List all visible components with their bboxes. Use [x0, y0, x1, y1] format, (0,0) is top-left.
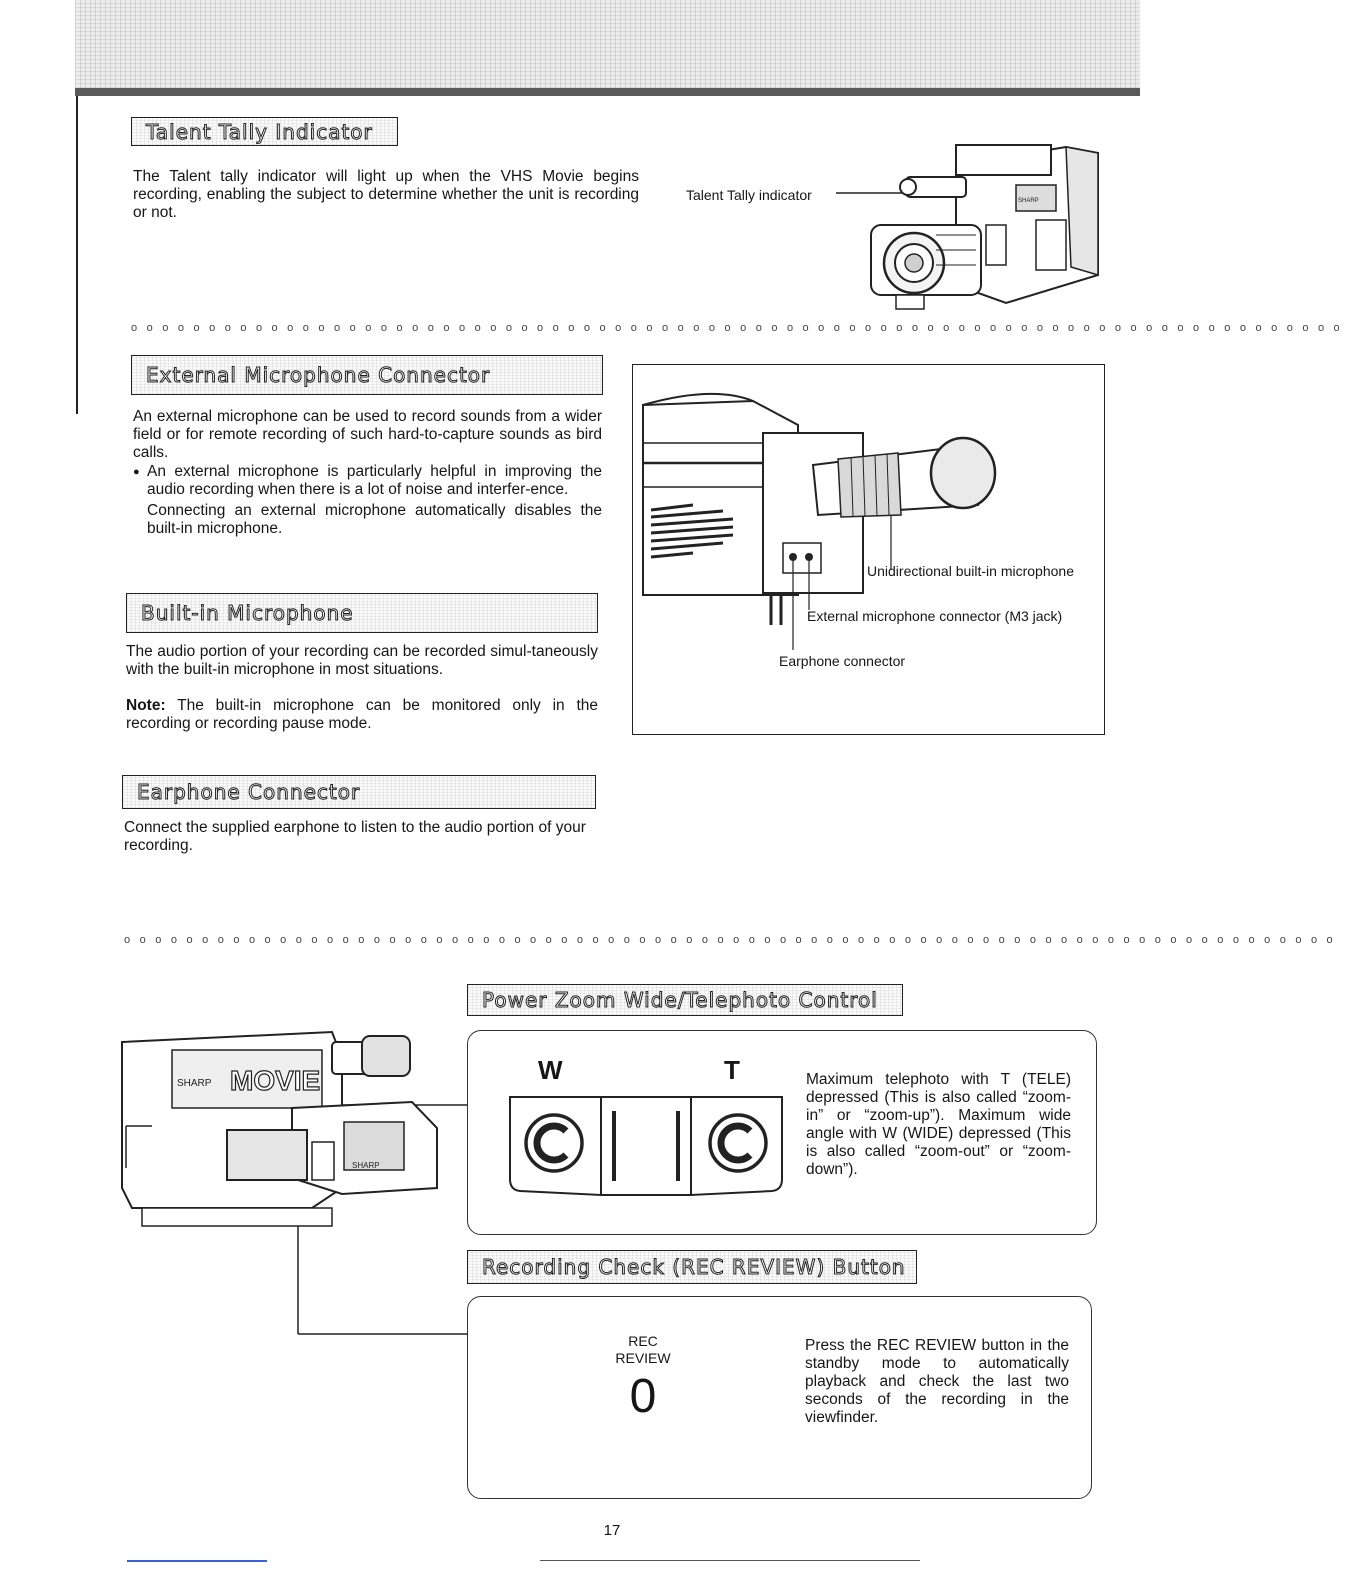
rec-review-text: Press the REC REVIEW button in the standby mode to automatically playback and check the last two seconds of the recording in the viewfinder. — [805, 1337, 1069, 1426]
earphone-heading — [122, 775, 596, 809]
rec-review-heading-text: Recording Check (REC REVIEW) Button — [482, 1255, 906, 1279]
earphone-heading-text: Earphone Connector — [137, 780, 361, 804]
footer-rule-right — [540, 1560, 920, 1561]
builtin-mic-heading-text: Built-in Microphone — [141, 601, 354, 625]
external-mic-intro: An external microphone can be used to record sounds from a wider field or for remote recording of such hard-to-capture sounds as bird calls. — [133, 408, 602, 461]
w-label: W — [538, 1055, 563, 1085]
note-text: The built-in microphone can be monitored only in the recording or recording pause mode. — [126, 697, 598, 732]
zoom-panel — [467, 1030, 1097, 1235]
talent-heading — [131, 117, 398, 146]
rec-review-panel — [467, 1296, 1092, 1499]
camera-handle-brand: SHARP — [352, 1161, 380, 1170]
zoom-text: Maximum telephoto with T (TELE) depressed (This is also called “zoom-in” or “zoom-up”). Maximum wide angle with W (WIDE) depressed (This is also called “zoom-out” or “zoom-down”). — [806, 1071, 1071, 1178]
microphone-illustration — [633, 365, 1103, 733]
builtin-mic-body: The audio portion of your recording can be recorded simul-taneously with the built-in microphone in most situations. — [126, 643, 598, 678]
talent-body: The Talent tally indicator will light up when the VHS Movie begins recording, enabling the subject to determine whether the unit is recording or not. — [133, 168, 639, 221]
label-earphone-connector: Earphone connector — [779, 653, 906, 669]
talent-heading-text: Talent Tally Indicator — [146, 119, 373, 144]
margin-rule — [76, 96, 78, 414]
label-builtin-mic: Unidirectional built-in microphone — [867, 563, 1074, 579]
header-texture — [75, 0, 1140, 96]
rec-label-2: REVIEW — [615, 1350, 671, 1366]
external-mic-bullets — [133, 463, 602, 538]
page-number: 17 — [603, 1522, 621, 1539]
rec-label-1: REC — [628, 1333, 658, 1349]
zoom-rocker-illustration — [506, 1091, 786, 1201]
external-mic-heading — [131, 355, 603, 395]
builtin-mic-heading — [126, 593, 598, 633]
dotted-separator: oooooooooooooooooooooooooooooooooooooooooooooooooooooooooooooooooooooooooooooo — [131, 322, 1349, 334]
camera-front-brand: SHARP — [1018, 198, 1039, 204]
note-label: Note: — [126, 697, 166, 714]
rec-review-heading — [467, 1250, 917, 1284]
rec-review-button-icon: 0 — [629, 1370, 657, 1423]
talent-callout: Talent Tally indicator — [686, 187, 812, 203]
camera-side-illustration — [112, 1018, 472, 1338]
builtin-mic-note — [126, 697, 598, 733]
camera-side-brand: SHARP — [177, 1078, 212, 1089]
dotted-separator: oooooooooooooooooooooooooooooooooooooooooooooooooooooooooooooooooooooooooooooo — [124, 934, 1343, 946]
microphone-figure — [632, 364, 1105, 735]
label-external-jack: External microphone connector (M3 jack) — [807, 608, 1063, 624]
header-rule — [75, 88, 1140, 96]
external-mic-bullet-text: An external microphone is particularly helpful in improving the audio recording when there is a lot of noise and interfer-ence. — [147, 463, 602, 498]
earphone-body: Connect the supplied earphone to listen to the audio portion of your recording. — [124, 819, 586, 854]
external-mic-heading-text: External Microphone Connector — [146, 363, 491, 387]
t-label: T — [724, 1055, 740, 1085]
external-mic-bullet-cont: Connecting an external microphone automatically disables the built-in microphone. — [147, 502, 602, 537]
zoom-heading — [467, 984, 903, 1016]
camera-front-illustration — [836, 125, 1106, 315]
external-mic-bullet — [133, 463, 602, 538]
footer-rule-left — [127, 1560, 267, 1562]
zoom-heading-text: Power Zoom Wide/Telephoto Control — [482, 988, 878, 1012]
camera-movie-logo: MOVIE — [230, 1065, 321, 1096]
